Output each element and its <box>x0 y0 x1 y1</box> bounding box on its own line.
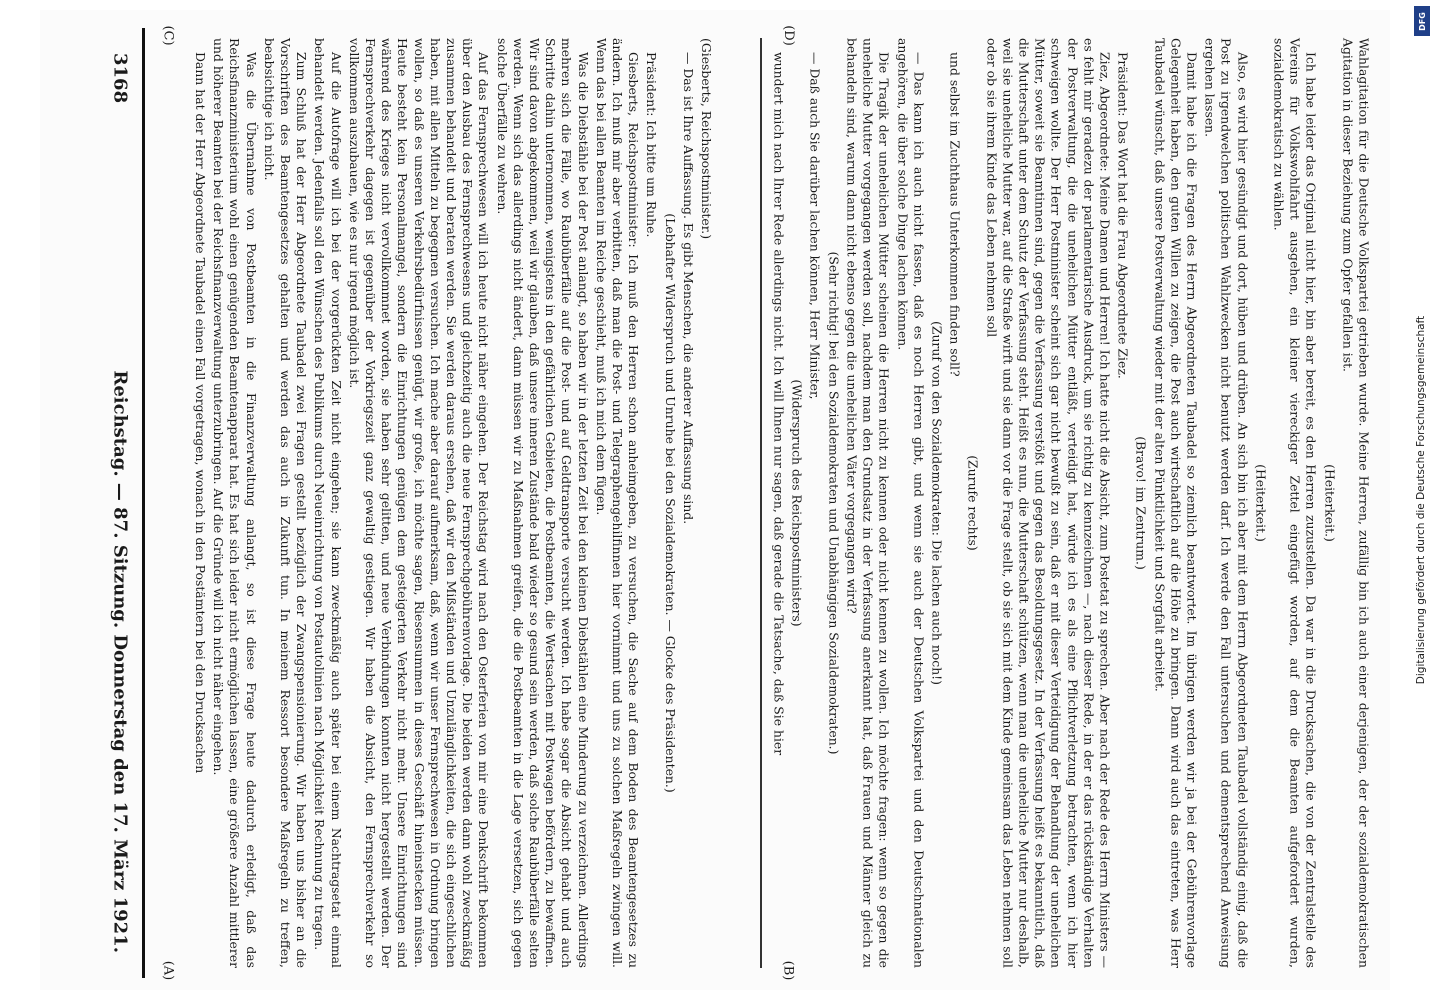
paragraph: Damit habe ich die Fragen des Herrn Abgeordneten Taubadel so ziemlich beantwortet. Im übrigen werden wir ja bei der Gebührenvorlage Gelegenheit haben, den guten Willen zu zeigen, die Post auch wirtschaftlich auf die Höhe zu bringen. Dann wird auch das eintreten, was Herr Taubadel wünscht, daß unsere Postverwaltung wieder mit der alten Pünktlichkeit und Sorgfalt arbeitet. <box>1152 38 1200 968</box>
paragraph: Präsident: Ich bitte um Ruhe. <box>644 52 660 238</box>
session-title: Reichstag. — 87. Sitzung. Donnerstag den 17. März 1921. <box>109 370 131 953</box>
paragraph: Dann hat der Herr Abgeordnete Taubadel einen Fall vorgetragen, wonach in den Postämtern bei den Drucksachen <box>193 52 209 774</box>
paragraph: — Das ist Ihre Auffassung. Es gibt Menschen, die anderer Auffassung sind. <box>680 52 696 525</box>
paragraph: Ziez, Abgeordnete: Meine Damen und Herren! Ich hatte nicht die Absicht, zum Postetat zu sprechen. Aber nach der Rede des Herrn Ministers — es fehlt mir geradezu der parlamentarische Ausdruck, um sie richtig zu kennzeichnen —, nach dieser Rede, in der er das rückständige Verhalten der Postverwaltung, die die unehelichen Mütter entläßt, verteidigt hat, würde ich es als eine Pflichtverletzung betrachten, wenn ich hier schweigen wollte. Der Herr Postminister scheint sich gar nicht bewußt zu sein, daß er mit dieser Verteidigung der Behandlung der unehelichen Mütter, soweit sie Beamtinnen sind, gegen die Verfassung verstößt und gegen das Besoldungsgesetz. In der Verfassung heißt es bekanntlich, daß die Mutterschaft unter dem Schutz der Verfassung steht. Heißt es nun, die Mutterschaft schützen, wenn man die uneheliche Mutter nur deshalb, weil sie uneheliche Mutter war, auf die Straße wirft und sie dann vor die Frage stellt, ob sie sich mit dem Kinde gemeinsam das Leben nehmen soll oder ob sie ihrem Kinde das Leben nehmen soll <box>984 38 1113 968</box>
right-column <box>770 28 1370 978</box>
paragraph: (Bravo! im Zentrum.) <box>1133 436 1149 570</box>
margin-marker-b: (B) <box>780 960 796 981</box>
margin-marker-c: (C) <box>160 25 176 46</box>
paragraph: Auf die Autofrage will ich bei der vorgerückten Zeit nicht eingehen; sie kann zweckmäßig auch später bei einem Nachtragsetat einmal behandelt werden. Jedenfalls soll den Wünschen des Publikums durch Neueinrichtung von Postautolinien nach Möglichkeit Rechnung zu tragen. <box>312 38 344 968</box>
paragraph: Die Tragik der unehelichen Mütter scheinen die Herren nicht zu kennen oder nicht kennen zu wollen. Ich möchte fragen: wenn so gegen die uneheliche Mutter vorgegangen werden soll, nachdem man den Grundsatz in der Verfassung anerkannt hat, daß Frauen und Männer gleich zu behandeln sind, warum dann nicht ebenso gegen die unehelichen Väter vorgegangen wird? <box>844 38 892 968</box>
paragraph: (Widerspruch des Reichspostministers) <box>789 379 805 627</box>
right-column-text <box>768 38 1371 968</box>
left-column <box>152 28 752 978</box>
digitization-credit: Digitalisierung gefördert durch die Deutsche Forschungsgemeinschaft <box>1415 315 1427 685</box>
paragraph: Giesberts, Reichspostminister: Ich muß den Herren schon anheimgeben, zu versuchen, die Sache auf dem Boden des Beamtengesetzes zu ändern. Ich muß mir aber verbitten, daß man die Post- und Telegraphengehilfinnen hier vornimmt und uns zu solchen Maßregeln zwingen will. Wenn das bei allen Beamten im Reiche geschieht, muß ich mich dem fügen. <box>593 38 642 968</box>
header-rule <box>142 28 145 978</box>
scanned-page <box>40 10 1390 990</box>
paragraph: und selbst im Zuchthaus Unterkommen finden soll? <box>947 52 963 377</box>
header-text <box>110 53 131 953</box>
dfg-logo: DFG <box>1414 6 1430 36</box>
column-divider <box>760 38 762 968</box>
paragraph: (Lebhafter Widerspruch und Unruhe bei den Sozialdemokraten. — Glocke des Präsidenten.) <box>662 213 678 793</box>
page-number: 3168 <box>109 53 131 104</box>
paragraph: wundert mich nach Ihrer Rede allerdings nicht. Ich will Ihnen nur sagen, daß gerade die Tatsache, daß Sie hier <box>771 52 787 756</box>
paragraph: Präsident: Das Wort hat die Frau Abgeordnete Ziez. <box>1115 52 1131 379</box>
paragraph: Was die Übernahme von Postbeamten in die Finanzverwaltung anlangt, so ist diese Frage heute dadurch erledigt, daß das Reichsfinanzministerium wohl einen genügenden Beamtenapparat hat. Es hat sich leider nicht ermöglichen lassen, eine größere Anzahl mittlerer und höherer Beamten bei der Reichsfinanzverwaltung unterzubringen. Auf die Gründe will ich nicht näher eingehen. <box>211 38 259 968</box>
paragraph: (Heiterkeit.) <box>1322 464 1338 542</box>
paragraph: Wahlagitation für die Deutsche Volkspartei getrieben wurde. Meine Herren, zufällig bin ich auch einer derjenigen, der der sozialdemokratischen Agitation in dieser Beziehung zum Opfer gefallen ist. <box>1340 38 1372 968</box>
paragraph: — Daß auch Sie darüber lachen können, Herr Minister, <box>808 52 824 400</box>
paragraph: — Das kann ich auch nicht fassen, daß es noch Herren gibt, und wenn sie auch der Deutschen Volkspartei und den Deutschnationalen angehören, die über solche Dinge lachen können. <box>895 38 927 968</box>
left-column-text <box>190 38 714 968</box>
paragraph: Also, es wird hier gesündigt und dort, hüben und drüben. An sich bin ich aber mit dem Herrn Abgeordneten Taubadel vollständig einig, daß die Post zu irgendwelchen politischen Wahlzwecken nicht benutzt werden darf. Ich werde den Fall untersuchen und dementsprechend Anweisung ergehen lassen. <box>1202 38 1251 968</box>
paragraph: (Sehr richtig! bei den Sozialdemokraten und Unabhängigen Sozialdemokraten.) <box>826 251 842 755</box>
running-header <box>100 28 140 978</box>
paragraph: (Zurufe rechts) <box>965 455 981 551</box>
paragraph: Auf das Fernsprechwesen will ich heute nicht näher eingehen. Der Reichstag wird nach den Osterferien von mir eine Denkschrift bekommen über den Ausbau des Fernsprechwesens und gleichzeitig auch die neue Fernsprechgebührenvorlage. Die beiden werden dann wohl zweckmäßig zusammen behandelt und beraten werden. Sie werden daraus ersehen, daß wir den Mißständen und Unzulänglichkeiten, die sich eingeschlichen haben, mit allen Mitteln zu begegnen versuchen. Ich mache aber darauf aufmerksam, daß, wenn wir unser Fernsprechwesen in Ordnung bringen wollen, so daß es unseren Verkehrsbedürfnissen genügt, wir große, ich möchte sagen, Riesensummen in dieses Geschäft hineinstecken müssen. Heute besteht kein Personalmangel, sondern die Einrichtungen genügen dem gesteigerten Verkehr nicht mehr. Unsere Einrichtungen sind während des Krieges nicht vervollkommnet worden, sie haben sehr gelitten, und neue Verbindungen konnten nicht hergestellt werden. Der Fernsprechverkehr dagegen ist gegenüber der Vorkriegszeit ganz gewaltig gestiegen. Wir haben die Absicht, den Fernsprechverkehr so vollkommen auszubauen, wie es nur irgend möglich ist. <box>346 38 492 968</box>
paragraph: Zum Schluß hat der Herr Abgeordnete Taubadel zwei Fragen gestellt bezüglich der Zwangspensionierung. Wir haben uns bisher an die Vorschriften des Beamtengesetzes gehalten und werden das auch in Zukunft tun. In meinem Ressort besondere Maßregeln zu treffen, beabsichtige ich nicht. <box>261 38 310 968</box>
margin-marker-a: (A) <box>160 960 176 981</box>
margin-marker-d: (D) <box>780 25 796 46</box>
paragraph: (Zuruf von den Sozialdemokraten: Die lachen auch noch!) <box>929 321 945 685</box>
paragraph: Ich habe leider das Original nicht hier, bin aber bereit, es den Herren zuzustellen. Da war in die Drucksachen, die von der Zentralstelle des Vereins für Volkswohlfahrt ausgehen, ein kleiner viereckiger Zettel eingefügt worden, auf dem die Beamten aufgefordert wurden, sozialdemokratisch zu wählen. <box>1271 38 1319 968</box>
paragraph: Was die Diebstähle bei der Post anlangt, so haben wir in der letzten Zeit bei den kleinen Diebstählen eine Minderung zu verzeichnen. Allerdings mehren sich die Fälle, wo Raubüberfälle auf die Post- und auf Geldtransporte versucht werden. Ich habe sogar die Absicht gehabt und auch Schritte dahin unternommen, wenigstens in den gefährlichen Gebieten, die Postbeamten, die Wertsachen mit Postwagen befördern, zu bewaffnen. Wir sind davon abgekommen, weil wir glauben, daß unsere inneren Zustände bald wieder so gesund sein werden, daß solche Raubüberfälle selten werden. Wenn sich das allerdings nicht ändert, dann müssen wir zu Maßnahmen greifen, die die Postbeamten in die Lage versetzen, sich gegen solche Überfälle zu wehren. <box>494 38 591 968</box>
rotated-page <box>100 25 1400 981</box>
paragraph: (Heiterkeit.) <box>1253 464 1269 542</box>
paragraph: (Giesberts, Reichspostminister.) <box>699 38 715 240</box>
